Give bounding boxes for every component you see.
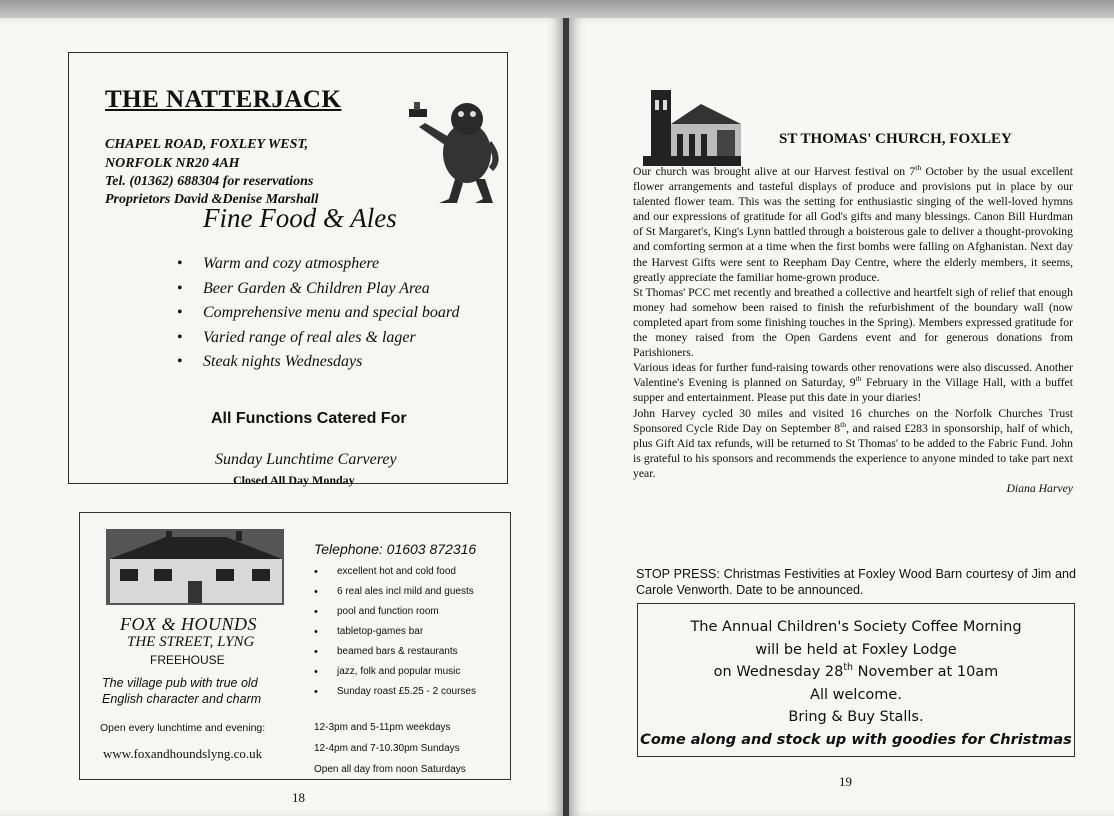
fox-hours-weekdays: 12-3pm and 5-11pm weekdays (314, 722, 451, 733)
superscript: th (855, 374, 862, 384)
notice-line2: will be held at Foxley Lodge (755, 641, 957, 658)
text: November at 10am (853, 664, 999, 680)
fox-name: FOX & HOUNDS (120, 614, 257, 634)
notice-line6: Come along and stock up with goodies for Christmas (640, 731, 1072, 748)
fox-description-line2: English character and charm (102, 692, 262, 706)
list-item: • Warm and cozy atmosphere (177, 255, 460, 280)
church-article (633, 164, 1073, 496)
natterjack-address-line1: CHAPEL ROAD, FOXLEY WEST, (105, 137, 309, 152)
page-number-right: 19 (839, 774, 852, 789)
natterjack-ad (68, 52, 508, 487)
article-paragraph (633, 406, 1073, 481)
list-item: • Sunday roast £5.25 - 2 courses (314, 686, 476, 706)
list-item: • Comprehensive menu and special board (177, 304, 460, 329)
article-title: ST THOMAS' CHURCH, FOXLEY (779, 131, 1012, 147)
fox-hounds-ad (79, 512, 511, 780)
right-page (569, 18, 1114, 816)
article-paragraph (633, 360, 1073, 405)
text: , and raised £283 in sponsorship, half of which, plus Gift Aid tax refunds, will be returned to St Thomas' to be added to the Fabric Fund. John is grateful to his sponsors and recommends the experience to anyone minded to take part next year. (633, 421, 1074, 480)
superscript: th (843, 662, 854, 674)
scanner-edge (0, 0, 1114, 18)
list-item: • Steak nights Wednesdays (177, 353, 460, 378)
fox-description (102, 675, 261, 707)
fox-street: THE STREET, LYNG (127, 634, 255, 650)
left-page (0, 18, 563, 816)
text: October by the usual excellent flower arrangements and tasteful displays of produce and provisions put in place by our talented flower team. This was the setting for enthusiastic singing of the well-loved hymns and our expressions of gratitude for all God's gifts and many blessings. Canon Bill Hurdman of St Margaret's, King's Lynn battled through a boisterous gale to deliver a thought-provoking and comforting sermon at a time when the first bombs were falling on Afghanistan. Next day the Harvest Gifts were sent to Reepham Day Centre, where the elderly members, it seems, greatly appreciate the familiar home-grown produce. (633, 165, 1073, 284)
list-item: • beamed bars & restaurants (314, 646, 476, 666)
natterjack-proprietors: Proprietors David &Denise Marshall (105, 192, 319, 207)
superscript: th (915, 163, 922, 173)
toad-waiter-illustration (405, 99, 505, 207)
article-paragraph: St Thomas' PCC met recently and breathed a collective and heartfelt sigh of relief that enough money had somehow been raised to finish the refurbishment of the boundary wall (now completed apart from some finishing touches in the Spring). Members expressed gratitude for the money raised from the Open Gardens event and for generous donations from Parishioners. (633, 285, 1073, 360)
natterjack-telephone: Tel. (01362) 688304 for reservations (105, 174, 314, 189)
fox-freehouse: FREEHOUSE (150, 653, 225, 667)
pub-building-illustration (106, 529, 284, 605)
notice-line5: Bring & Buy Stalls. (788, 709, 924, 725)
church-illustration (643, 90, 741, 166)
list-item: • Varied range of real ales & lager (177, 329, 460, 354)
fox-hours-saturdays: Open all day from noon Saturdays (314, 764, 466, 775)
text: on Wednesday 28 (713, 664, 844, 680)
fox-description-line1: The village pub with true old (102, 676, 258, 690)
notice-line4: All welcome. (810, 686, 902, 703)
natterjack-features (177, 255, 460, 378)
natterjack-address-line2: NORFOLK NR20 4AH (105, 156, 240, 171)
text: Our church was brought alive at our Harvest festival on 7 (633, 165, 916, 178)
text: Various ideas for further fund-raising towards other renovations were also discussed. Another Valentine's Evening is planned on Saturday, 9 (633, 361, 1073, 390)
fox-hours-sundays: 12-4pm and 7-10.30pm Sundays (314, 743, 460, 754)
page-number-left: 18 (292, 790, 305, 805)
natterjack-closed: Closed All Day Monday (233, 473, 355, 487)
article-paragraph (633, 164, 1073, 285)
text: February in the Village Hall, with a buffet supper and entertainment. Please put this date in your diaries! (633, 376, 1073, 405)
list-item: • excellent hot and cold food (314, 566, 476, 586)
superscript: th (840, 419, 847, 429)
list-item: • tabletop-games bar (314, 626, 476, 646)
coffee-morning-notice (637, 603, 1075, 757)
article-signature: Diana Harvey (1006, 481, 1073, 495)
fox-hours (314, 717, 466, 780)
notice-line1: The Annual Children's Society Coffee Morning (690, 619, 1022, 635)
list-item: • pool and function room (314, 606, 476, 626)
notice-line3 (638, 661, 1074, 684)
fox-opening: Open every lunchtime and evening: (100, 722, 266, 734)
natterjack-sunday: Sunday Lunchtime Carverey (215, 451, 397, 468)
fox-website: www.foxandhoundslyng.co.uk (103, 746, 263, 761)
fox-features (314, 566, 476, 706)
list-item: • jazz, folk and popular music (314, 666, 476, 686)
stop-press: STOP PRESS: Christmas Festivities at Foxley Wood Barn courtesy of Jim and Carole Venworth. Date to be announced. (636, 567, 1076, 597)
list-item: • 6 real ales incl mild and guests (314, 586, 476, 606)
text: John Harvey cycled 30 miles and visited 16 churches on the Norfolk Churches Trust Sponsored Cycle Ride Day on September 8 (633, 406, 1073, 435)
list-item: • Beer Garden & Children Play Area (177, 280, 460, 305)
natterjack-functions: All Functions Catered For (211, 410, 407, 427)
natterjack-title: THE NATTERJACK (105, 86, 342, 113)
fox-telephone: Telephone: 01603 872316 (314, 541, 477, 557)
natterjack-headline: Fine Food & Ales (203, 203, 397, 233)
